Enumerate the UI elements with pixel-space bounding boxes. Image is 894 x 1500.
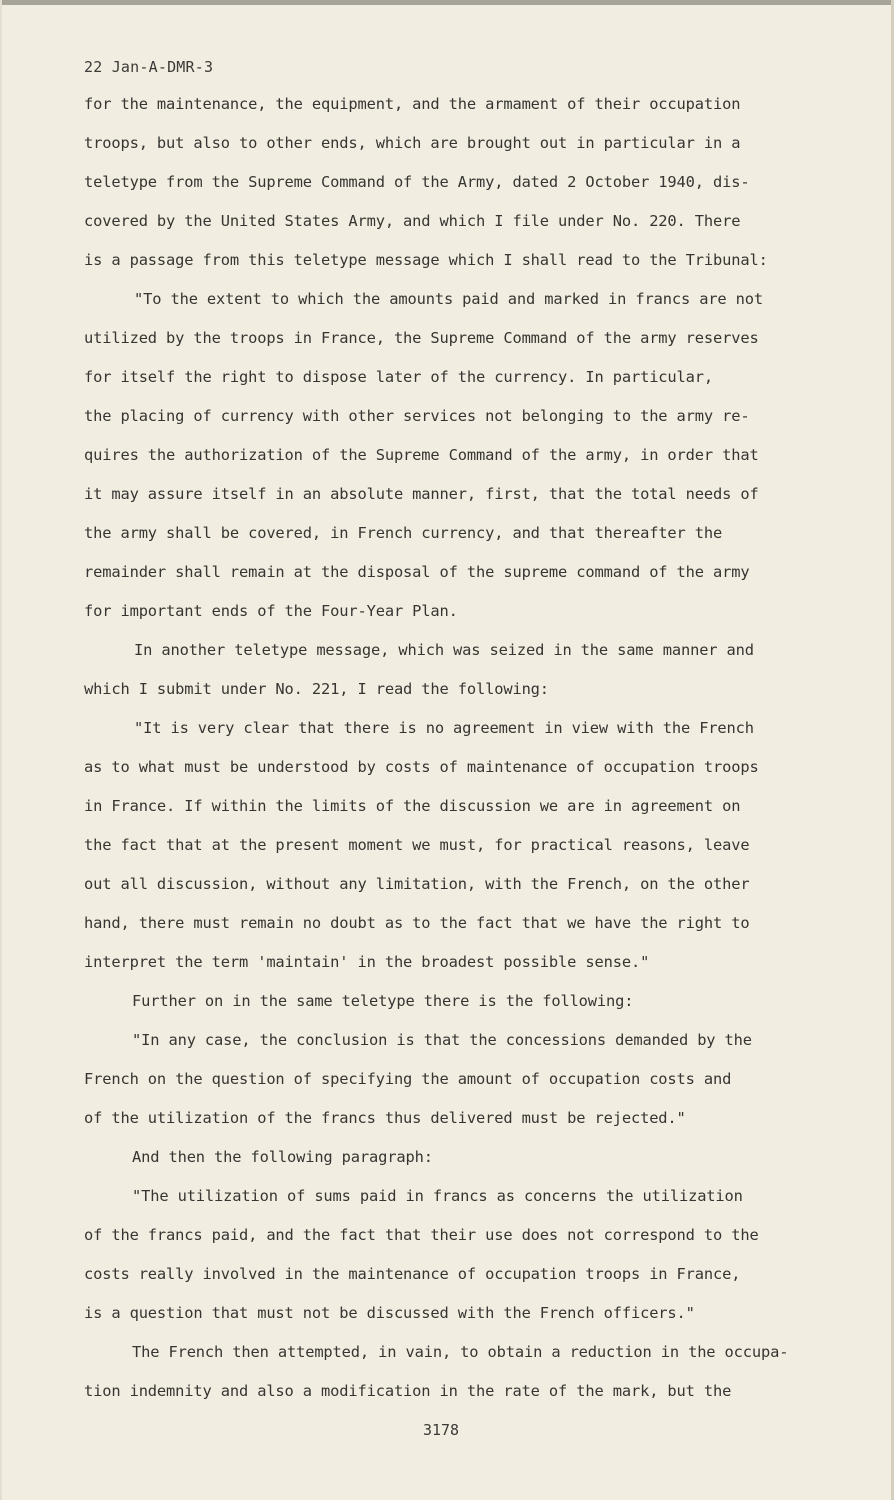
text-line: quires the authorization of the Supreme Command of the army, in order that bbox=[84, 446, 759, 464]
page-number: 3178 bbox=[422, 1421, 460, 1439]
text-line: is a question that must not be discussed with the French officers." bbox=[84, 1304, 695, 1322]
text-line: troops, but also to other ends, which are brought out in particular in a bbox=[84, 134, 741, 152]
text-line: The French then attempted, in vain, to obtain a reduction in the occupa- bbox=[132, 1343, 789, 1361]
text-line: utilized by the troops in France, the Supreme Command of the army reserves bbox=[84, 329, 759, 347]
text-line: is a passage from this teletype message which I shall read to the Tribunal: bbox=[84, 251, 768, 269]
text-line: in France. If within the limits of the discussion we are in agreement on bbox=[84, 797, 741, 815]
document-header: 22 Jan-A-DMR-3 bbox=[84, 58, 214, 76]
text-line: remainder shall remain at the disposal of the supreme command of the army bbox=[84, 563, 750, 581]
text-line: the placing of currency with other services not belonging to the army re- bbox=[84, 407, 750, 425]
text-line: costs really involved in the maintenance of occupation troops in France, bbox=[84, 1265, 741, 1283]
text-line: hand, there must remain no doubt as to the fact that we have the right to bbox=[84, 914, 750, 932]
text-line: French on the question of specifying the amount of occupation costs and bbox=[84, 1070, 732, 1088]
text-line: of the francs paid, and the fact that their use does not correspond to the bbox=[84, 1226, 759, 1244]
text-line: for important ends of the Four-Year Plan. bbox=[84, 602, 458, 620]
text-line: And then the following paragraph: bbox=[132, 1148, 433, 1166]
text-line: which I submit under No. 221, I read the following: bbox=[84, 680, 549, 698]
text-line: tion indemnity and also a modification in the rate of the mark, but the bbox=[84, 1382, 732, 1400]
text-line: the army shall be covered, in French currency, and that thereafter the bbox=[84, 524, 723, 542]
text-line: interpret the term 'maintain' in the broadest possible sense." bbox=[84, 953, 650, 971]
text-line: "To the extent to which the amounts paid and marked in francs are not bbox=[134, 290, 764, 308]
text-line: as to what must be understood by costs of maintenance of occupation troops bbox=[84, 758, 759, 776]
text-line: "In any case, the conclusion is that the concessions demanded by the bbox=[132, 1031, 752, 1049]
text-line: In another teletype message, which was seized in the same manner and bbox=[134, 641, 754, 659]
text-line: "The utilization of sums paid in francs as concerns the utilization bbox=[132, 1187, 743, 1205]
text-line: it may assure itself in an absolute manner, first, that the total needs of bbox=[84, 485, 759, 503]
text-line: covered by the United States Army, and which I file under No. 220. There bbox=[84, 212, 741, 230]
page-top-edge bbox=[2, 0, 894, 5]
text-line: of the utilization of the francs thus delivered must be rejected." bbox=[84, 1109, 686, 1127]
text-line: the fact that at the present moment we must, for practical reasons, leave bbox=[84, 836, 750, 854]
text-line: Further on in the same teletype there is the following: bbox=[132, 992, 634, 1010]
text-line: "It is very clear that there is no agreement in view with the French bbox=[134, 719, 754, 737]
text-line: for itself the right to dispose later of the currency. In particular, bbox=[84, 368, 714, 386]
text-line: for the maintenance, the equipment, and the armament of their occupation bbox=[84, 95, 741, 113]
text-line: out all discussion, without any limitation, with the French, on the other bbox=[84, 875, 750, 893]
text-line: teletype from the Supreme Command of the Army, dated 2 October 1940, dis- bbox=[84, 173, 750, 191]
